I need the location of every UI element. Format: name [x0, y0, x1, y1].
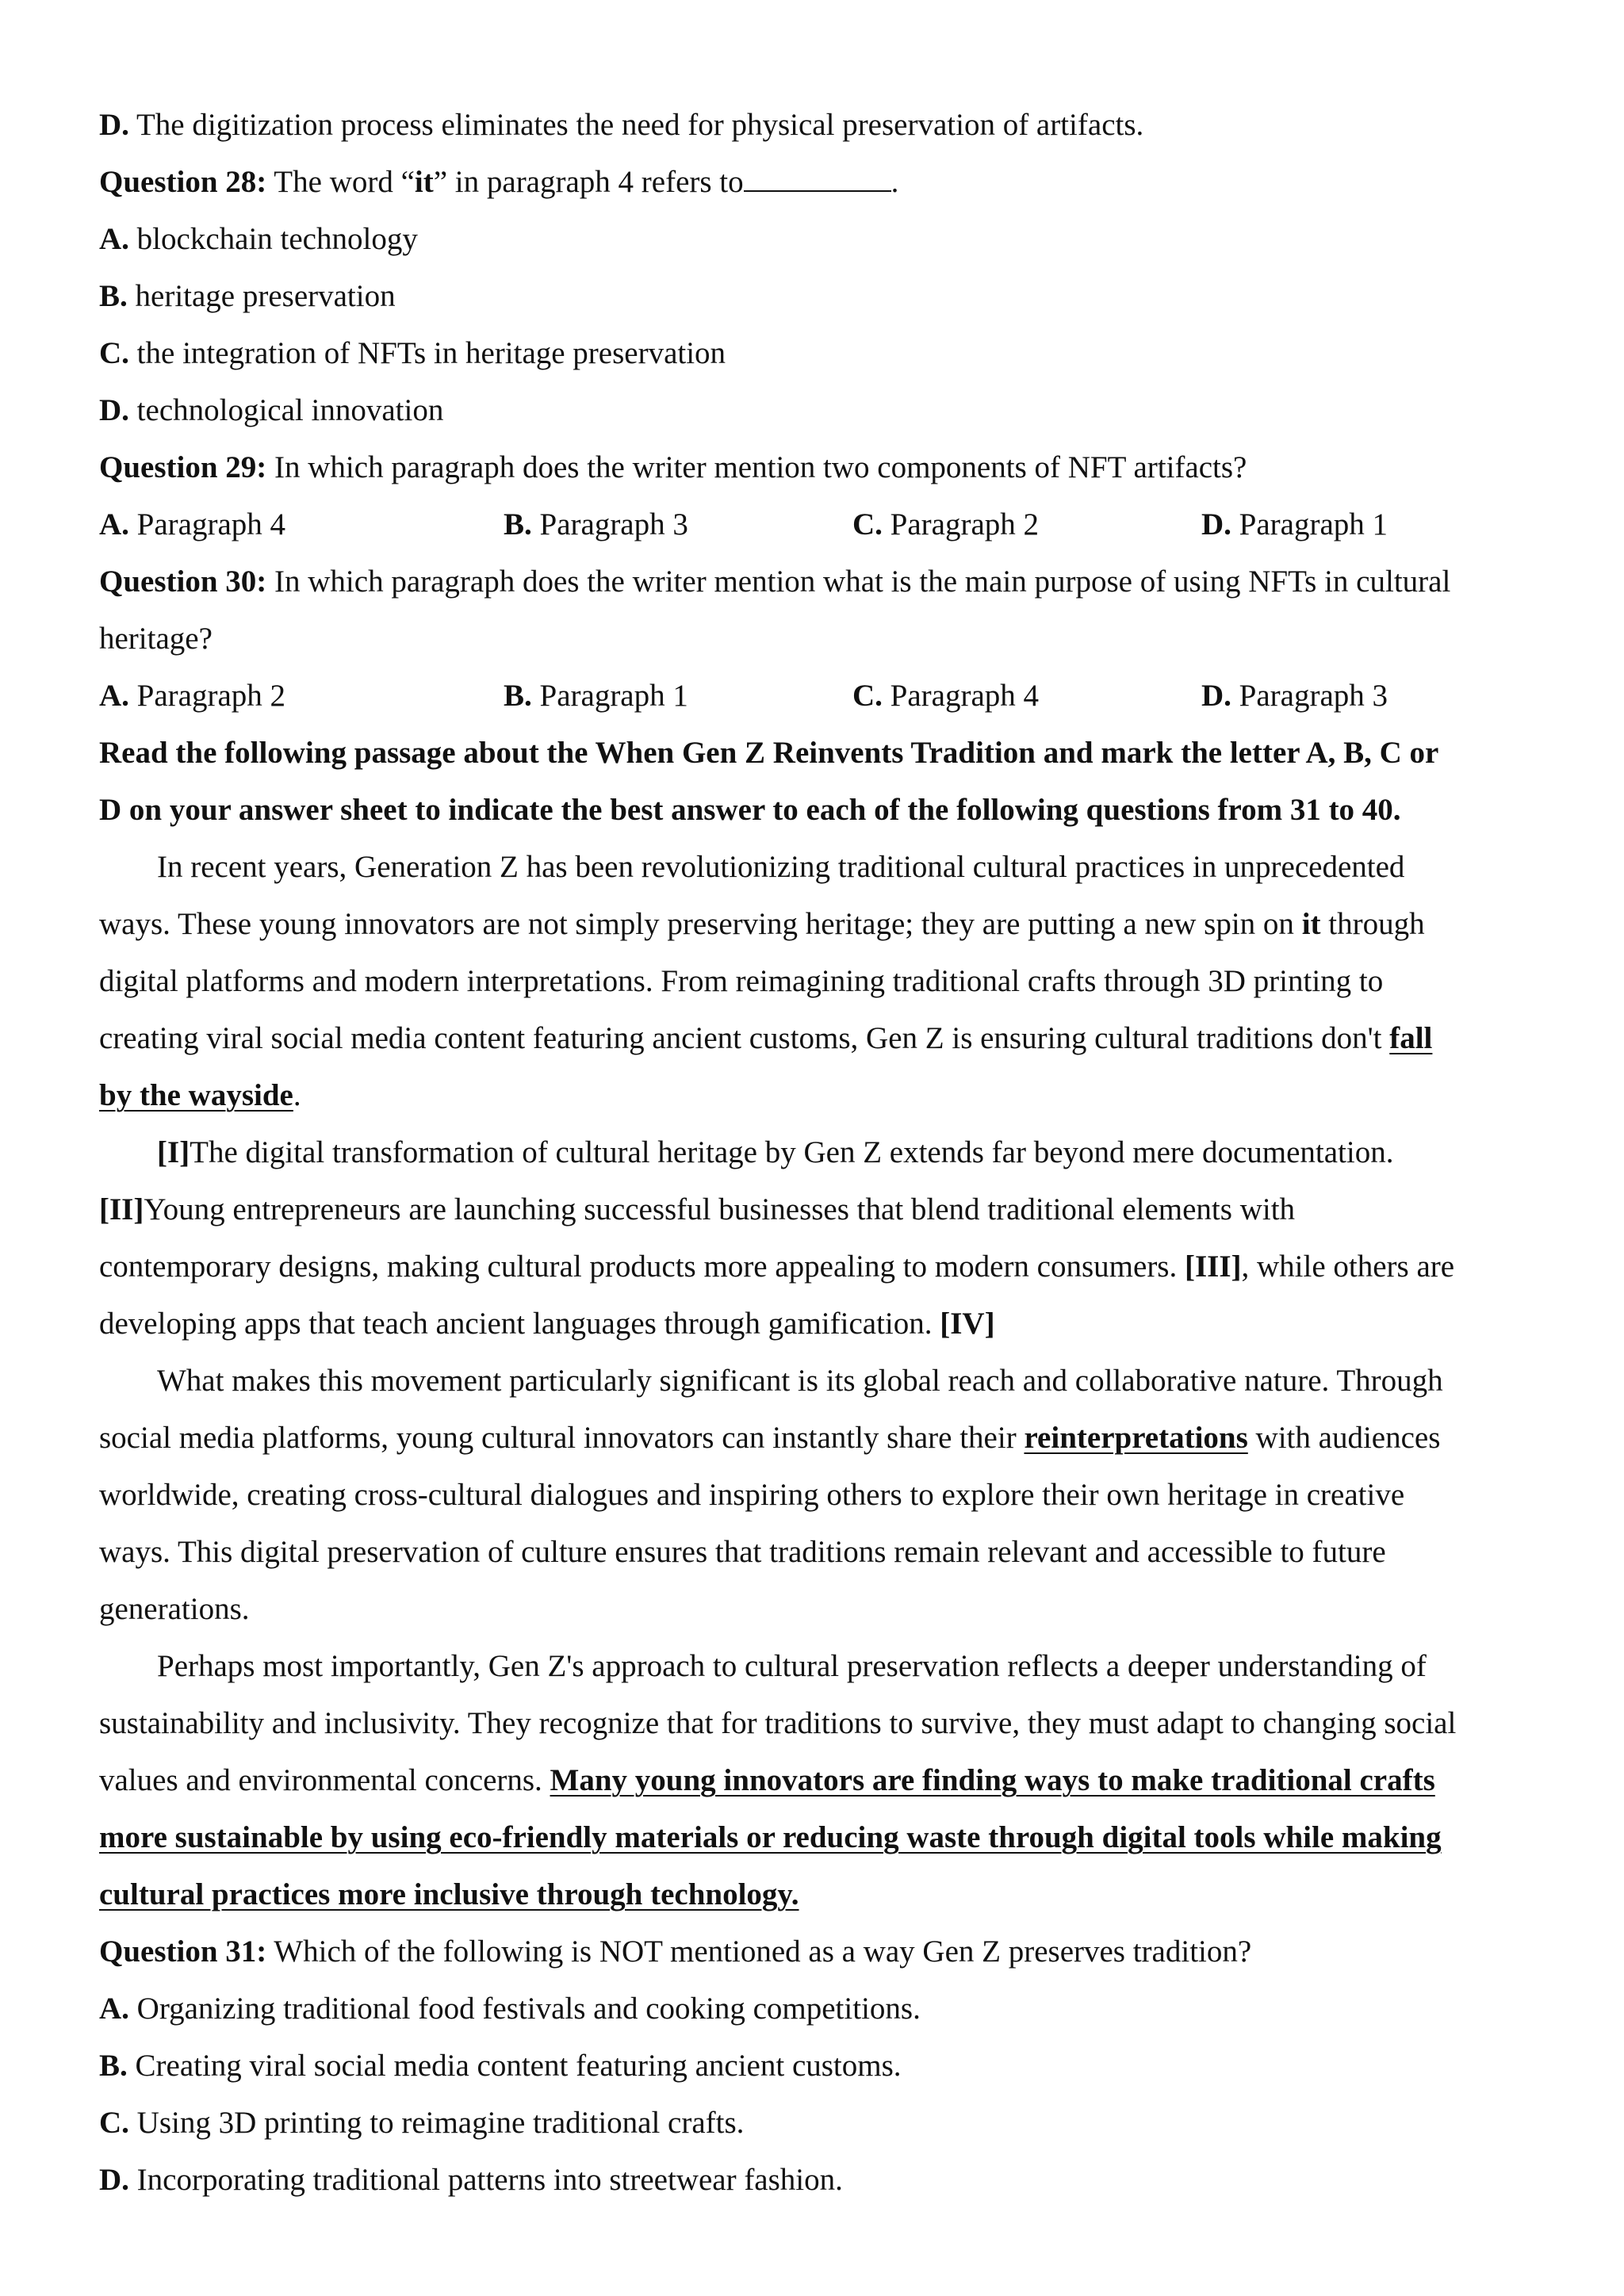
- question-label: Question 28:: [99, 165, 267, 199]
- q30-stem-cont: heritage?: [99, 622, 213, 656]
- q28-stem: Question 28: The word “it” in paragraph 4 refers to .: [99, 165, 899, 199]
- answer-blank: [744, 166, 891, 192]
- q30-option-d: D. Paragraph 3: [1201, 679, 1388, 713]
- passage-paragraph-4: Perhaps most importantly, Gen Z's approach to cultural preservation reflects a deeper understanding of sustainability and inclusivity. They recognize that for traditions to survive, they must adapt to changing social values and environmental concerns. Many young innovators are finding ways to make traditional crafts more sustainable by using eco-friendly materials or reducing waste through digital tools while making cultural practices more inclusive through technology.: [99, 1649, 1457, 1911]
- q28-option-b: B. heritage preservation: [99, 279, 396, 313]
- q31-option-a: A. Organizing traditional food festivals and cooking competitions.: [99, 1992, 921, 2026]
- question-label: Question 29:: [99, 450, 267, 484]
- insertion-marker: [I]: [157, 1135, 190, 1169]
- q28-option-a: A. blockchain technology: [99, 222, 418, 256]
- highlighted-sentence: cultural practices more inclusive through technology.: [99, 1877, 799, 1911]
- passage-paragraph-1: In recent years, Generation Z has been revolutionizing traditional cultural practices in unprecedented ways. These young innovators are not simply preserving heritage; they are putting a new spin on it through digital platforms and modern interpretations. From reimagining traditional crafts through 3D printing to creating viral social media content featuring ancient customs, Gen Z is ensuring cultural traditions don't fall by the wayside.: [99, 850, 1433, 1112]
- highlighted-phrase: by the wayside: [99, 1078, 293, 1112]
- q29-option-d: D. Paragraph 1: [1201, 507, 1388, 541]
- reference-word-it: it: [1301, 907, 1321, 941]
- q30-option-c: C. Paragraph 4: [852, 679, 1040, 713]
- q28-option-d: D. technological innovation: [99, 393, 444, 427]
- q29-option-a: A. Paragraph 4: [99, 507, 286, 541]
- insertion-marker: [IV]: [940, 1307, 995, 1341]
- highlighted-sentence: more sustainable by using eco-friendly materials or reducing waste through digital tools while making: [99, 1820, 1442, 1854]
- q28-option-c: C. the integration of NFTs in heritage preservation: [99, 336, 726, 370]
- highlighted-sentence: Many young innovators are finding ways to make traditional crafts: [550, 1763, 1435, 1797]
- document-page: [99, 97, 1542, 2209]
- q31-option-b: B. Creating viral social media content featuring ancient customs.: [99, 2049, 902, 2083]
- q29-option-b: B. Paragraph 3: [504, 507, 688, 541]
- insertion-marker: [II]: [99, 1192, 144, 1226]
- question-label: Question 30:: [99, 564, 267, 599]
- passage-paragraph-2: [I]The digital transformation of cultural heritage by Gen Z extends far beyond mere documentation. [II]Young entrepreneurs are launching successful businesses that blend traditional elements with contemporary designs, making cultural products more appealing to modern consumers. [III], while others are developing apps that teach ancient languages through gamification. [IV]: [99, 1135, 1455, 1341]
- q27-option-d: D. The digitization process eliminates the need for physical preservation of artifacts.: [99, 108, 1144, 142]
- question-label: Question 31:: [99, 1934, 267, 1969]
- q31-option-c: C. Using 3D printing to reimagine traditional crafts.: [99, 2106, 745, 2140]
- q31-option-d: D. Incorporating traditional patterns into streetwear fashion.: [99, 2163, 843, 2197]
- q30-options: [99, 668, 1542, 725]
- q31-stem: Question 31: Which of the following is NOT mentioned as a way Gen Z preserves tradition?: [99, 1934, 1252, 1969]
- q29-stem: Question 29: In which paragraph does the writer mention two components of NFT artifacts?: [99, 450, 1247, 484]
- instruction-line-1: Read the following passage about the When Gen Z Reinvents Tradition and mark the letter A, B, C or: [99, 736, 1439, 770]
- insertion-marker: [III]: [1184, 1249, 1242, 1284]
- q29-options: [99, 496, 1542, 553]
- q30-stem: Question 30: In which paragraph does the writer mention what is the main purpose of using NFTs in cultural: [99, 564, 1451, 599]
- q30-option-a: A. Paragraph 2: [99, 679, 286, 713]
- instruction-line-2: D on your answer sheet to indicate the best answer to each of the following questions from 31 to 40.: [99, 793, 1401, 827]
- passage-paragraph-3: What makes this movement particularly significant is its global reach and collaborative nature. Through social media platforms, young cultural innovators can instantly share their reinterpretations with audiences worldwide, creating cross-cultural dialogues and inspiring others to explore their own heritage in creative ways. This digital preservation of culture ensures that traditions remain relevant and accessible to future generations.: [99, 1364, 1443, 1626]
- q29-option-c: C. Paragraph 2: [852, 507, 1040, 541]
- highlighted-phrase: fall: [1389, 1021, 1433, 1055]
- q30-option-b: B. Paragraph 1: [504, 679, 688, 713]
- highlighted-word: reinterpretations: [1024, 1421, 1248, 1455]
